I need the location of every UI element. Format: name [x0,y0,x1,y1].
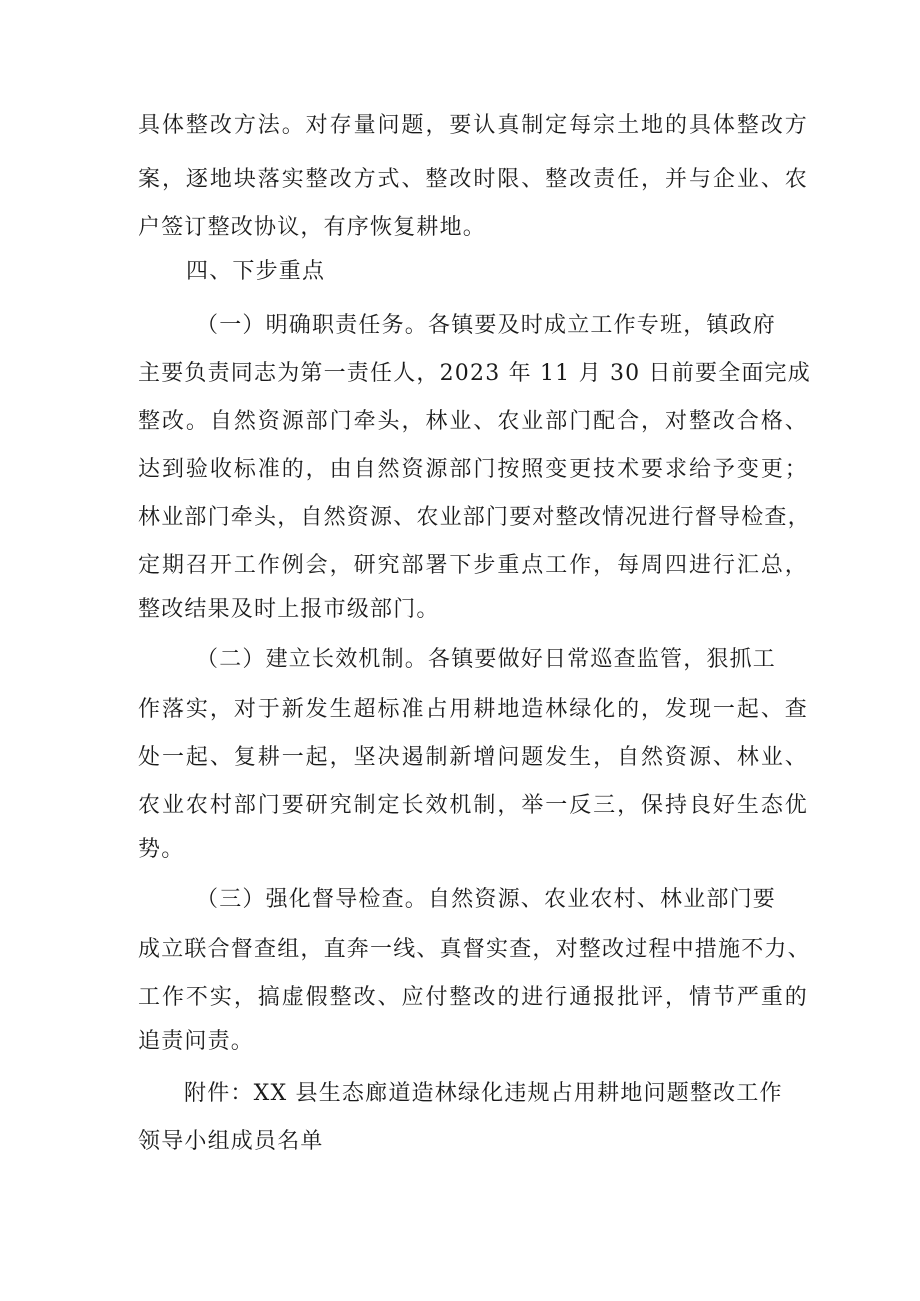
paragraph-line: 势。 [138,837,185,862]
paragraph-line: 整改。自然资源部门牵头，林业、农业部门配合，对整改合格、 [138,409,808,434]
paragraph-line: 林业部门牵头，自然资源、农业部门要对整改情况进行督导检查， [138,505,811,530]
attachment-line: 领导小组成员名单 [138,1129,324,1154]
paragraph-line: 定期召开工作例会，研究部署下步重点工作，每周四进行汇总， [138,553,808,578]
section-heading: 四、下步重点 [186,259,326,284]
paragraph-line: 户签订整改协议，有序恢复耕地。 [138,215,487,240]
paragraph-line: （二）建立长效机制。各镇要做好日常巡查监管，狠抓工 [196,647,777,672]
paragraph-line: 达到验收标准的，由自然资源部门按照变更技术要求给予变更； [138,457,808,482]
paragraph-line: 具体整改方法。对存量问题，要认真制定每宗土地的具体整改方 [138,113,808,138]
paragraph-line: 整改结果及时上报市级部门。 [138,597,440,622]
attachment-line: 附件：XX 县生态廊道造林绿化违规占用耕地问题整改工作 [184,1081,783,1106]
paragraph-line: （一）明确职责任务。各镇要及时成立工作专班，镇政府 [196,313,777,338]
paragraph-line: 成立联合督查组，直奔一线、真督实查，对整改过程中措施不力、 [138,937,811,962]
paragraph-line: （三）强化督导检查。自然资源、农业农村、林业部门要 [196,887,777,912]
paragraph-line: 处一起、复耕一起，坚决遏制新增问题发生，自然资源、林业、 [138,745,808,770]
paragraph-line: 主要负责同志为第一责任人，2023 年 11 月 30 日前要全面完成 [138,361,811,386]
paragraph-line: 案，逐地块落实整改方式、整改时限、整改责任，并与企业、农 [138,167,808,192]
paragraph-line: 作落实，对于新发生超标准占用耕地造林绿化的，发现一起、查 [138,697,808,722]
paragraph-line: 工作不实，搞虚假整改、应付整改的进行通报批评，情节严重的 [138,985,808,1010]
paragraph-line: 农业农村部门要研究制定长效机制，举一反三，保持良好生态优 [138,793,808,818]
paragraph-line: 追责问责。 [138,1029,255,1054]
